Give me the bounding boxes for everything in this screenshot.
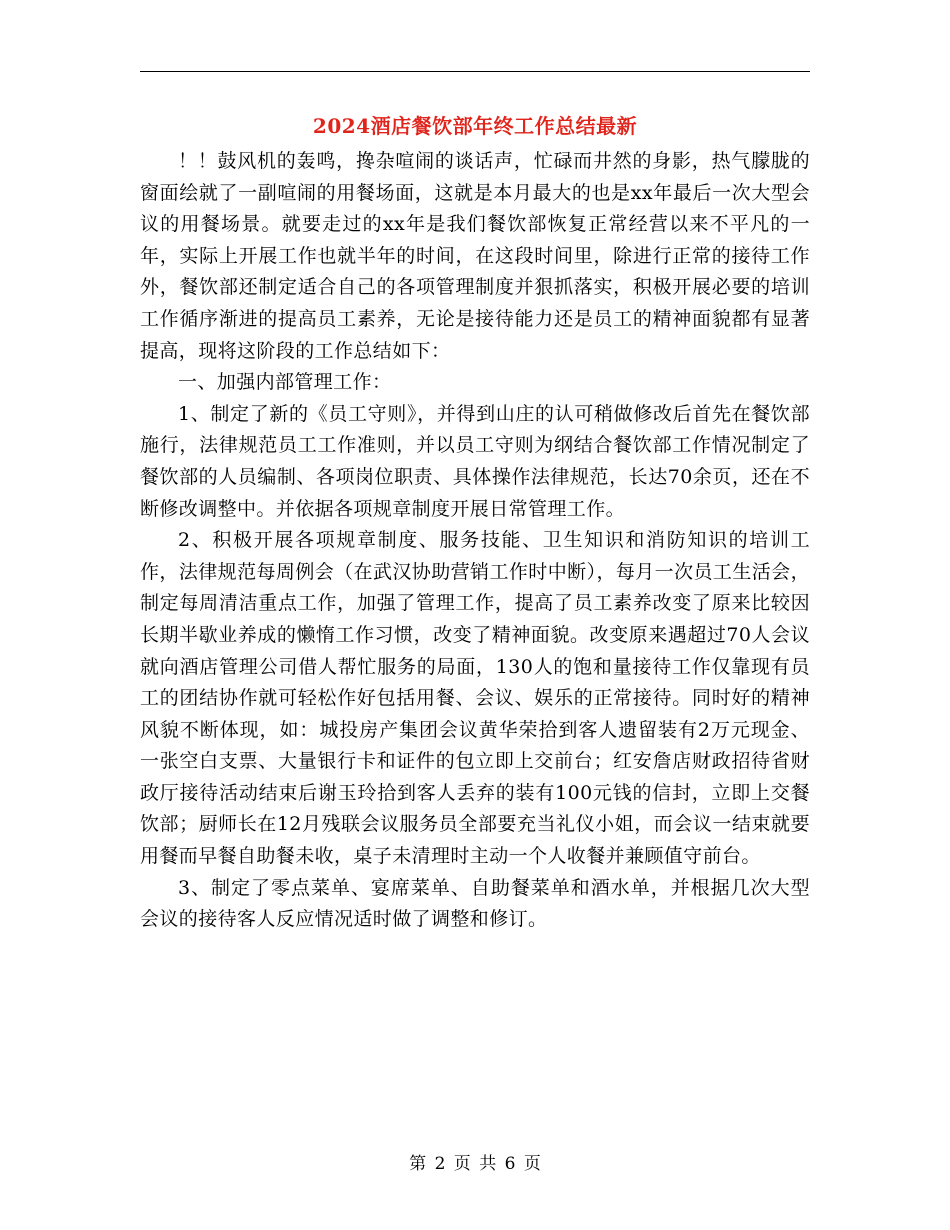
page-number: 第 2 页 共 6 页 (409, 1154, 541, 1174)
paragraph-item-3: 3、制定了零点菜单、宴席菜单、自助餐菜单和酒水单，并根据几次大型会议的接待客人反应情况适时做了调整和修订。 (140, 876, 810, 931)
paragraph-item-1: 1、制定了新的《员工守则》，并得到山庄的认可稍做修改后首先在餐饮部施行，法律规范员工工作准则，并以员工守则为纲结合餐饮部工作情况制定了餐饮部的人员编制、各项岗位职责、具体操作法律规范，长达70余页，还在不断修改调整中。并依据各项规章制度开展日常管理工作。 (140, 402, 810, 520)
header-rule (140, 71, 810, 72)
document-body (140, 146, 810, 936)
paragraph-intro: ！！鼓风机的轰鸣，搀杂喧闹的谈话声，忙碌而井然的身影，热气朦胧的窗面绘就了一副喧闹的用餐场面，这就是本月最大的也是xx年最后一次大型会议的用餐场景。就要走过的xx年是我们餐饮部恢复正常经营以来不平凡的一年，实际上开展工作也就半年的时间，在这段时间里，除进行正常的接待工作外，餐饮部还制定适合自己的各项管理制度并狠抓落实，积极开展必要的培训工作循序渐进的提高员工素养，无论是接待能力还是员工的精神面貌都有显著提高，现将这阶段的工作总结如下： (140, 150, 810, 362)
paragraph-item-2: 2、积极开展各项规章制度、服务技能、卫生知识和消防知识的培训工作，法律规范每周例会（在武汉协助营销工作时中断），每月一次员工生活会，制定每周清洁重点工作，加强了管理工作，提高了员工素养改变了原来比较因长期半歇业养成的懒惰工作习惯，改变了精神面貌。改变原来遇超过70人会议就向酒店管理公司借人帮忙服务的局面，130人的饱和量接待工作仅靠现有员工的团结协作就可轻松作好包括用餐、会议、娱乐的正常接待。同时好的精神风貌不断体现，如：城投房产集团会议黄华荣拾到客人遗留装有2万元现金、一张空白支票、大量银行卡和证件的包立即上交前台；红安詹店财政招待省财政厅接待活动结束后谢玉玲拾到客人丢弃的装有100元钱的信封，立即上交餐饮部；厨师长在12月残联会议服务员全部要充当礼仪小姐，而会议一结束就要用餐而早餐自助餐未收，桌子未清理时主动一个人收餐并兼顾值守前台。 (140, 529, 810, 868)
document-title: 2024酒店餐饮部年终工作总结最新 (312, 114, 638, 138)
section-heading: 一、加强内部管理工作： (178, 371, 392, 394)
